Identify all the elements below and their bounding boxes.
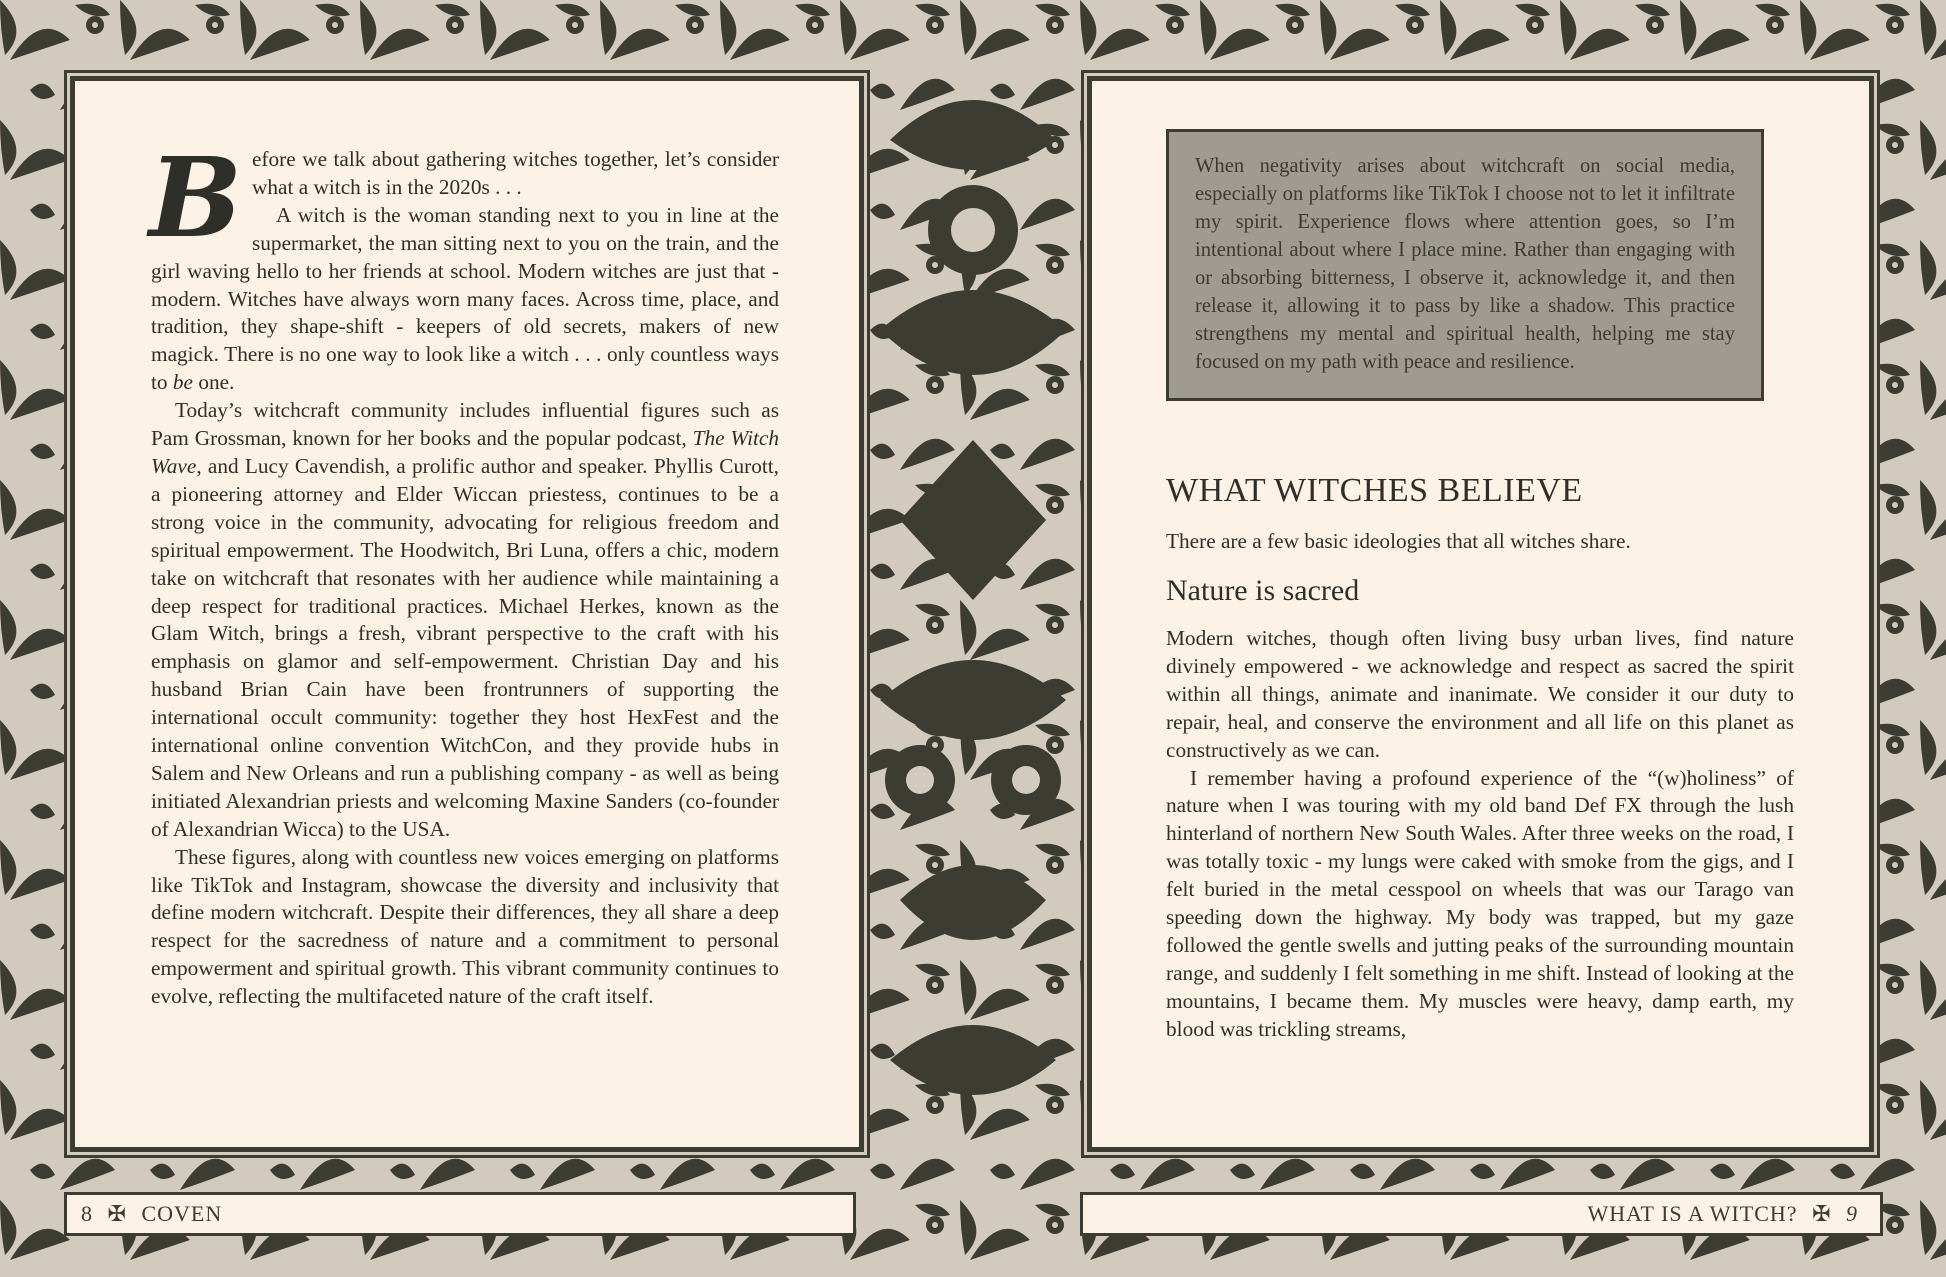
paragraph: I remember having a profound experience of the “(w)holiness” of nature when I was touring with my old band Def FX through the lush hinterland of northern New South Wales. After three weeks on the road, I was totally toxic - my lungs were caked with smoke from the gigs, and I felt buried in the metal cesspool on wheels that was our Tarago van speeding down the highway. My body was trapped, but my gaze followed the gentle swells and jutting peaks of the surrounding mountain range, and suddenly I felt something in me shift. Instead of looking at the mountains, I became them. My muscles were heavy, damp earth, my blood was trickling streams, [1166,765,1794,1041]
paragraph: Modern witches, though often living busy urban lives, find nature divinely empowered - we acknowledge and respect as sacred the spirit within all things, animate and inanimate. We consider it our duty to repair, heal, and conserve the environment and all life on this planet as constructively as we can. [1166,626,1794,762]
cross-ornament-icon: ✠ [107,1201,127,1226]
subsection-title: Nature is sacred [1166,574,1360,607]
page-number: 9 [1846,1201,1858,1226]
right-footer [1080,1192,1883,1236]
callout-text: When negativity arises about witchcraft on social media, especially on platforms like TikTok I choose not to let it infiltrate my spirit. Experience flows where attention goes, so I’m intentional about where I place mine. Rather than engaging with or absorbing bitterness, I observe it, acknowledge it, and then release it, allowing it to pass by like a shadow. This practice strengthens my mental and spiritual health, helping me stay focused on my path with peace and resilience. [1195,155,1735,373]
callout-box [1166,129,1764,401]
section-intro: There are a few basic ideologies that all witches share. [1166,529,1631,553]
paragraph: These figures, along with countless new voices emerging on platforms like TikTok and Instagram, showcase the diversity and inclusivity that define modern witchcraft. Despite their differences, they all share a deep respect for the sacredness of nature and a commitment to personal empowerment and spiritual growth. This vibrant community continues to evolve, reflecting the multifaceted nature of the craft itself. [151,844,779,1009]
paragraph: Today’s witchcraft community includes influential figures such as Pam Grossman, known for her books and the popular podcast, The Witch Wave, and Lucy Cavendish, a prolific author and speaker. Phyllis Curott, a pioneering attorney and Elder Wiccan priestess, continues to be a strong voice in the community, advocating for religious freedom and spiritual empowerment. The Hoodwitch, Bri Luna, offers a chic, modern take on witchcraft that resonates with her audience while maintaining a deep respect for traditional practices. Michael Herkes, known as the Glam Witch, brings a fresh, vibrant perspective to the craft with his emphasis on glamor and self-empowerment. Christian Day and his husband Brian Cain have been frontrunners of supporting the international occult community: together they host HexFest and the international online convention WitchCon, and they provide hubs in Salem and New Orleans and run a publishing company - as well as being initiated Alexandrian priests and welcoming Maxine Sanders (co-founder of Alexandrian Wicca) to the USA. [151,398,780,841]
paragraph: efore we talk about gathering witches together, let’s consider what a witch is in the 2020s . . . [251,147,779,199]
drop-cap: B [149,133,242,262]
right-page-body [1166,625,1794,1044]
cross-ornament-icon: ✠ [1812,1201,1832,1226]
left-page-body [149,133,780,1011]
left-footer [64,1192,856,1236]
running-head: WHAT IS A WITCH? [1587,1201,1798,1226]
running-head: COVEN [141,1201,223,1226]
section-title: WHAT WITCHES BELIEVE [1166,472,1583,509]
page-number: 8 [81,1201,93,1226]
paragraph: A witch is the woman standing next to you in line at the supermarket, the man sitting next to you on the train, and the girl waving hello to her friends at school. Modern witches are just that - modern. Witches have always worn many faces. Across time, place, and tradition, they shape-shift - keepers of old secrets, makers of new magick. There is no one way to look like a witch . . . only countless ways to be one. [151,202,779,395]
